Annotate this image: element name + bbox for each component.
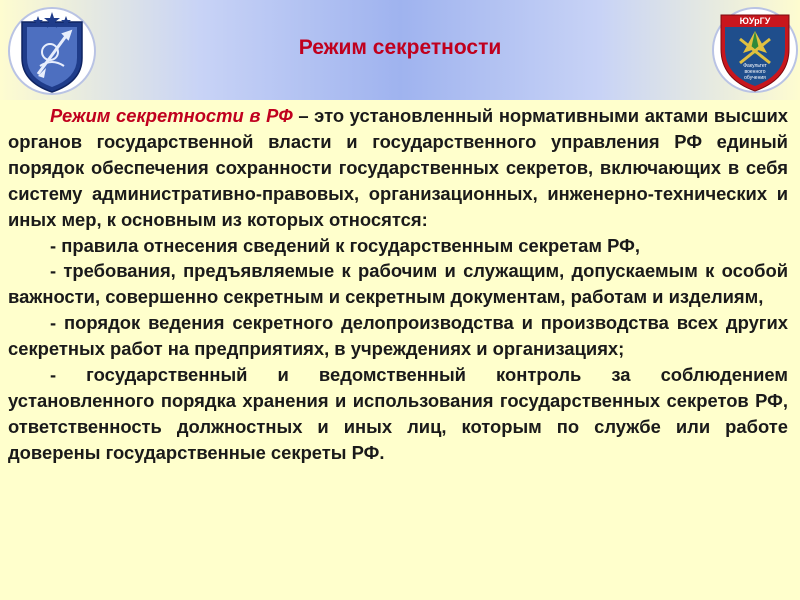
slide-body (8, 103, 788, 466)
defined-term: Режим секретности в РФ (50, 105, 293, 126)
slide-title: Режим секретности (298, 36, 502, 59)
faculty-logo-label: ЮУрГУ (739, 16, 771, 26)
list-item: - правила отнесения сведений к государственным секретам РФ, (50, 234, 640, 256)
definition-paragraph (8, 103, 788, 233)
list-item: - государственный и ведомственный контроль за соблюдением установленного порядка хранения и использования государственных секретов РФ, ответственность должностных и иных лиц, которым по службе или работе доверены государственные секреты РФ. (8, 364, 788, 463)
list-item: - порядок ведения секретного делопроизводства и производства всех других секретных работ на предприятиях, в учреждениях и организациях; (8, 312, 788, 360)
list-item: - требования, предъявляемые к рабочим и служащим, допускаемым к особой важности, совершенно секретным и секретным документам, работам и изделиям, (8, 260, 788, 308)
university-emblem-icon (8, 6, 96, 96)
faculty-caption-2: военного (744, 69, 766, 75)
faculty-emblem-icon (712, 5, 798, 95)
faculty-caption-3: обучения (744, 75, 766, 81)
definition-text: – это установленный нормативными актами высших органов государственной власти и государственного управления РФ единый порядок обеспечения сохранности государственных секретов, включающих в себя систему административно-правовых, организационных, инженерно-технических и иных мер, к основным из которых относятся: (8, 105, 788, 230)
faculty-caption-1: Факультет (743, 63, 767, 69)
